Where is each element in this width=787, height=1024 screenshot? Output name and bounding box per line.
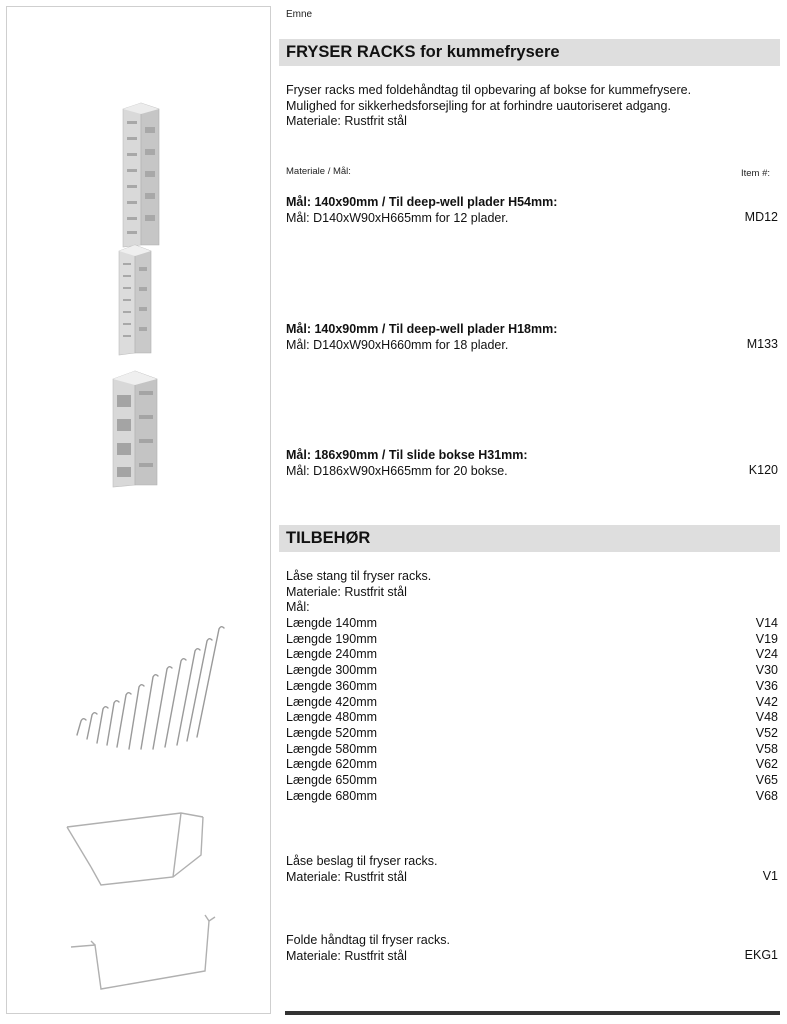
list-item — [286, 695, 778, 711]
list-item — [286, 789, 778, 805]
item-number: V1 — [762, 869, 778, 883]
list-item — [286, 632, 778, 648]
product-name: Mål: 140x90mm / Til deep-well plader H54mm: — [286, 195, 558, 209]
list-item — [286, 616, 778, 632]
lock-fitting-image — [61, 807, 211, 889]
rack-m133-image — [113, 243, 157, 357]
intro-line: Mulighed for sikkerhedsforsejling for at forhindre uautoriseret adgang. — [286, 98, 671, 113]
rack-md12-image — [115, 101, 165, 249]
product-detail: Mål: D140xW90xH665mm for 12 plader. — [286, 210, 509, 225]
lock-bar-line: Materiale: Rustfrit stål — [286, 584, 407, 599]
lock-bar-description — [286, 569, 431, 616]
item-number: V65 — [755, 773, 778, 787]
lock-bar-line: Mål: — [286, 600, 310, 614]
item-number: V52 — [755, 725, 778, 740]
list-item — [286, 647, 778, 663]
intro-line: Fryser racks med foldehåndtag til opbevaring af bokse for kummefrysere. — [286, 83, 692, 97]
item-number: V58 — [755, 741, 778, 756]
length-label: Længde 240mm — [286, 647, 378, 662]
length-label: Længde 620mm — [286, 757, 378, 772]
list-item — [286, 710, 778, 726]
item-number: EKG1 — [744, 948, 778, 962]
product-detail: Mål: D186xW90xH665mm for 20 bokse. — [286, 463, 508, 478]
length-label: Længde 190mm — [286, 631, 378, 646]
product-k120 — [286, 448, 778, 479]
length-label: Længde 360mm — [286, 678, 378, 693]
list-item — [286, 679, 778, 695]
lock-fitting — [286, 854, 778, 885]
item-number: MD12 — [744, 210, 778, 224]
lock-bar-line: Låse stang til fryser racks. — [286, 569, 432, 583]
page-title: FRYSER RACKS for kummefrysere — [279, 39, 780, 66]
item-number: M133 — [746, 337, 778, 351]
table-header-right: Item #: — [741, 168, 771, 179]
item-number: V62 — [755, 757, 778, 772]
item-number: V48 — [755, 710, 778, 725]
length-label: Længde 480mm — [286, 710, 378, 725]
list-item — [286, 726, 778, 742]
intro-line: Materiale: Rustfrit stål — [286, 114, 407, 128]
fold-handle-image — [65, 901, 221, 997]
fold-handle — [286, 933, 778, 964]
section-label: Emne — [286, 9, 313, 20]
length-label: Længde 420mm — [286, 694, 378, 709]
product-detail: Mål: D140xW90xH660mm for 18 plader. — [286, 337, 509, 352]
lock-fitting-line: Materiale: Rustfrit stål — [286, 869, 407, 884]
item-number: V36 — [755, 678, 778, 693]
length-label: Længde 300mm — [286, 663, 378, 678]
product-m133 — [286, 322, 778, 353]
length-label: Længde 140mm — [286, 616, 378, 630]
accessories-title: TILBEHØR — [279, 525, 780, 552]
length-label: Længde 520mm — [286, 725, 378, 740]
fold-handle-line: Folde håndtag til fryser racks. — [286, 933, 450, 947]
item-number: V24 — [755, 647, 778, 662]
list-item — [286, 773, 778, 789]
lock-fitting-line: Låse beslag til fryser racks. — [286, 854, 438, 868]
list-item — [286, 742, 778, 758]
product-name: Mål: 140x90mm / Til deep-well plader H18mm: — [286, 322, 558, 336]
product-md12 — [286, 195, 778, 226]
length-label: Længde 680mm — [286, 788, 378, 803]
item-number: V68 — [755, 788, 778, 803]
item-number: K120 — [748, 463, 778, 477]
bottom-divider — [285, 1011, 780, 1015]
intro-text — [286, 83, 691, 130]
item-number: V14 — [755, 616, 778, 630]
lock-bars-image — [69, 625, 229, 755]
list-item — [286, 757, 778, 773]
item-number: V42 — [755, 694, 778, 709]
length-label: Længde 650mm — [286, 773, 378, 787]
fold-handle-line: Materiale: Rustfrit stål — [286, 948, 407, 963]
product-name: Mål: 186x90mm / Til slide bokse H31mm: — [286, 448, 528, 462]
length-label: Længde 580mm — [286, 741, 378, 756]
item-number: V30 — [755, 663, 778, 678]
item-number: V19 — [755, 631, 778, 646]
table-header-left: Materiale / Mål: — [286, 166, 351, 177]
rack-k120-image — [107, 369, 163, 489]
list-item — [286, 663, 778, 679]
product-image-panel — [6, 6, 271, 1014]
